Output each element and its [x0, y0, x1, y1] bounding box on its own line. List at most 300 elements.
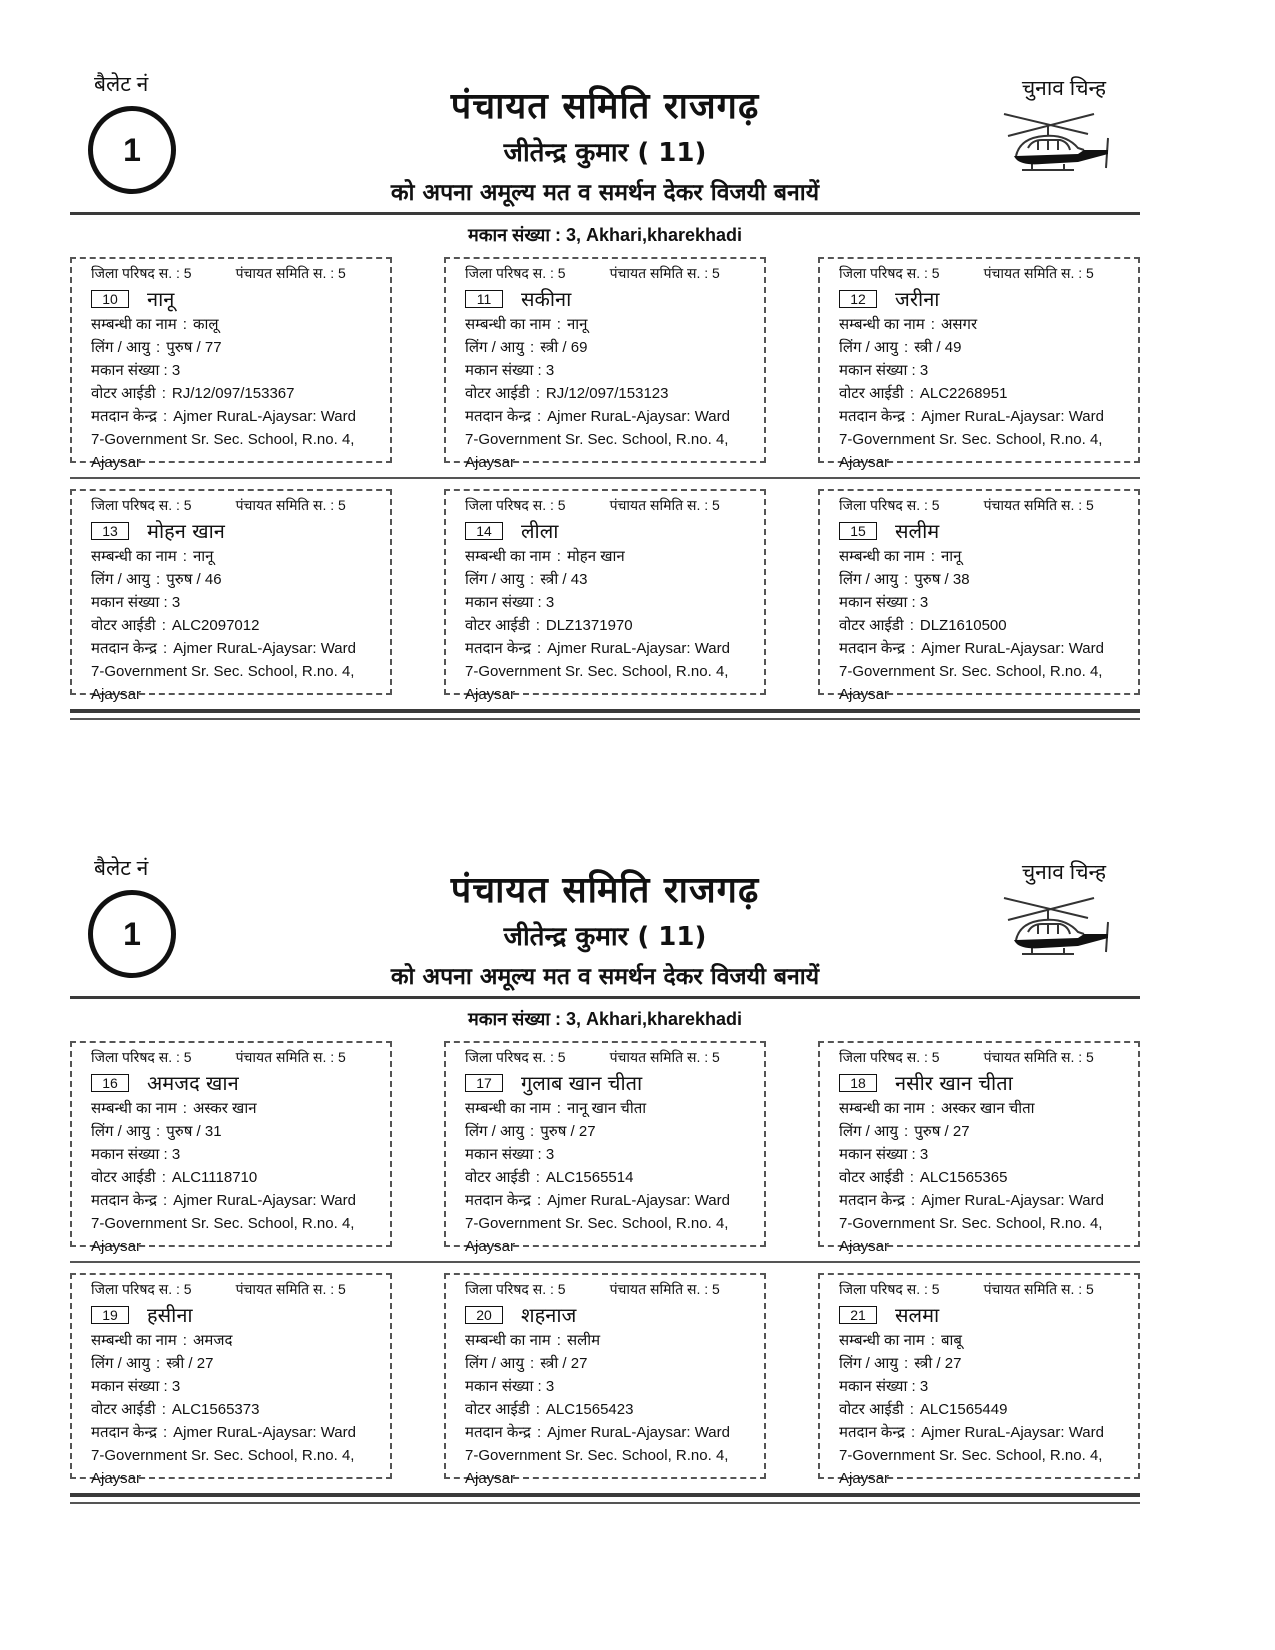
relative-name-row	[91, 313, 390, 336]
polling-booth-row	[839, 1189, 1138, 1212]
colon: :	[909, 617, 914, 634]
election-symbol-label: चुनाव चिन्ह	[1021, 861, 1106, 884]
voter-name-line	[465, 1069, 764, 1097]
relative-label: सम्बन्धी का नाम	[465, 1100, 551, 1117]
voter-name: सलमा	[895, 1302, 940, 1327]
house-number-row	[91, 591, 390, 614]
gender-age-label: लिंग / आयु	[91, 571, 151, 588]
serial-number-box: 19	[91, 1306, 129, 1324]
gender-age-label: लिंग / आयु	[91, 1123, 151, 1140]
panchayat-samiti-number: पंचायत समिति स. : 5	[983, 1049, 1094, 1065]
voter-name-line	[91, 285, 390, 313]
voter-id-label: वोटर आईडी	[839, 1401, 904, 1418]
voter-id-label: वोटर आईडी	[465, 385, 530, 402]
header-divider	[70, 996, 1140, 999]
voter-id-row	[465, 1398, 764, 1421]
voter-name-line	[91, 1301, 390, 1329]
sheet-footer-rules	[70, 1493, 1140, 1504]
booth-line-1: Ajmer RuraL-Ajaysar: Ward	[921, 640, 1104, 657]
house-value: : 3	[911, 362, 929, 379]
booth-line-1: Ajmer RuraL-Ajaysar: Ward	[173, 408, 356, 425]
header-divider	[70, 212, 1140, 215]
relative-name-row	[465, 1097, 764, 1120]
house-label: मकान संख्या	[839, 1146, 908, 1163]
house-value: : 3	[537, 1378, 555, 1395]
gender-age-value: स्त्री / 43	[540, 571, 588, 588]
house-address-line: मकान संख्या : 3, Akhari,kharekhadi	[467, 1009, 743, 1029]
booth-label: मतदान केन्द्र	[91, 640, 157, 657]
colon: :	[556, 548, 561, 565]
colon: :	[162, 1192, 168, 1209]
zila-parishad-number: जिला परिषद स. : 5	[91, 1049, 192, 1065]
gender-age-row	[91, 1120, 390, 1143]
colon: :	[161, 385, 166, 402]
voter-id-row	[465, 614, 764, 637]
ward-info	[465, 494, 764, 517]
relative-label: सम्बन्धी का नाम	[91, 1332, 177, 1349]
booth-line-3: Ajaysar	[839, 686, 890, 703]
house-value: : 3	[537, 1146, 555, 1163]
voter-id-value: ALC1565423	[545, 1401, 634, 1418]
panchayat-samiti-number: पंचायत समिति स. : 5	[609, 497, 720, 513]
colon: :	[156, 1123, 161, 1140]
polling-booth-row	[839, 405, 1138, 428]
house-label: मकान संख्या	[91, 594, 160, 611]
house-number-row	[465, 359, 764, 382]
colon: :	[182, 548, 187, 565]
voter-card	[818, 1041, 1140, 1255]
voter-name-line	[91, 517, 390, 545]
voter-name: शहनाज	[521, 1302, 577, 1327]
relative-name-row	[839, 313, 1138, 336]
footer-rule-thick	[70, 709, 1140, 713]
serial-number-box: 12	[839, 290, 877, 308]
serial-number-box: 20	[465, 1306, 503, 1324]
voter-name-line	[839, 1069, 1138, 1097]
booth-line-3: Ajaysar	[839, 1470, 890, 1487]
gender-age-value: पुरुष / 31	[166, 1123, 222, 1140]
serial-number-box: 14	[465, 522, 503, 540]
booth-line-3: Ajaysar	[465, 1238, 516, 1255]
zila-parishad-number: जिला परिषद स. : 5	[465, 1281, 566, 1297]
serial-number-box: 21	[839, 1306, 877, 1324]
house-number-row	[465, 591, 764, 614]
house-value: : 3	[537, 594, 555, 611]
colon: :	[530, 1123, 535, 1140]
colon: :	[930, 548, 935, 565]
voter-name-line	[465, 517, 764, 545]
booth-line-3: Ajaysar	[839, 1238, 890, 1255]
voter-card	[444, 1041, 766, 1255]
house-number-row	[839, 1143, 1138, 1166]
booth-line-3: Ajaysar	[91, 1238, 142, 1255]
ballot-label: बैलेट नं	[94, 857, 149, 880]
relative-label: सम्बन्धी का नाम	[839, 316, 925, 333]
colon: :	[556, 1100, 561, 1117]
ward-info	[465, 1278, 764, 1301]
colon: :	[156, 571, 161, 588]
booth-line-3: Ajaysar	[465, 454, 516, 471]
colon: :	[909, 1169, 914, 1186]
relative-label: सम्बन्धी का नाम	[91, 548, 177, 565]
booth-line-2: 7-Government Sr. Sec. School, R.no. 4,	[465, 1215, 729, 1232]
ward-info	[839, 1278, 1138, 1301]
gender-age-value: स्त्री / 27	[914, 1355, 962, 1372]
voter-name: नानू	[147, 286, 175, 311]
colon: :	[162, 408, 168, 425]
colon: :	[535, 1401, 540, 1418]
booth-label: मतदान केन्द्र	[839, 408, 905, 425]
gender-age-value: पुरुष / 38	[914, 571, 970, 588]
house-label: मकान संख्या	[91, 362, 160, 379]
voter-card-row	[70, 489, 1140, 703]
voter-name: मोहन खान	[147, 518, 225, 543]
booth-line-1: Ajmer RuraL-Ajaysar: Ward	[547, 408, 730, 425]
helicopter-icon	[998, 892, 1114, 958]
voter-name: सकीना	[521, 286, 572, 311]
voter-id-value: ALC2097012	[171, 617, 260, 634]
colon: :	[161, 617, 166, 634]
relative-value: नानू	[566, 316, 588, 333]
ward-info	[839, 494, 1138, 517]
gender-age-label: लिंग / आयु	[839, 1123, 899, 1140]
ballot-label: बैलेट नं	[94, 73, 149, 96]
election-symbol-label: चुनाव चिन्ह	[1021, 77, 1106, 100]
colon: :	[904, 339, 909, 356]
serial-number-box: 10	[91, 290, 129, 308]
serial-number-box: 15	[839, 522, 877, 540]
gender-age-row	[839, 568, 1138, 591]
panchayat-samiti-number: पंचायत समिति स. : 5	[983, 497, 1094, 513]
gender-age-row	[465, 568, 764, 591]
colon: :	[904, 1355, 909, 1372]
serial-number-box: 11	[465, 290, 503, 308]
gender-age-row	[465, 1352, 764, 1375]
house-label: मकान संख्या	[465, 362, 534, 379]
house-label: मकान संख्या	[839, 594, 908, 611]
ward-info	[465, 1046, 764, 1069]
voter-id-label: वोटर आईडी	[91, 1169, 156, 1186]
colon: :	[182, 316, 187, 333]
polling-booth-row	[839, 1421, 1138, 1444]
booth-line-2: 7-Government Sr. Sec. School, R.no. 4,	[465, 663, 729, 680]
relative-name-row	[465, 545, 764, 568]
booth-line-2: 7-Government Sr. Sec. School, R.no. 4,	[91, 431, 355, 448]
zila-parishad-number: जिला परिषद स. : 5	[839, 265, 940, 281]
relative-name-row	[839, 1329, 1138, 1352]
booth-line-3: Ajaysar	[91, 1470, 142, 1487]
ward-info	[91, 494, 390, 517]
booth-label: मतदान केन्द्र	[839, 640, 905, 657]
relative-value: मोहन खान	[566, 548, 625, 565]
booth-label: मतदान केन्द्र	[839, 1424, 905, 1441]
voter-id-row	[91, 382, 390, 405]
house-value: : 3	[537, 362, 555, 379]
house-label: मकान संख्या	[839, 362, 908, 379]
booth-line-2: 7-Government Sr. Sec. School, R.no. 4,	[465, 431, 729, 448]
voter-id-value: ALC2268951	[919, 385, 1008, 402]
colon: :	[556, 316, 561, 333]
house-number-row	[91, 1143, 390, 1166]
relative-value: असगर	[940, 316, 978, 333]
gender-age-label: लिंग / आयु	[91, 339, 151, 356]
gender-age-value: स्त्री / 27	[540, 1355, 588, 1372]
voter-id-value: ALC1565365	[919, 1169, 1008, 1186]
booth-line-3: Ajaysar	[91, 686, 142, 703]
gender-age-value: स्त्री / 49	[914, 339, 962, 356]
serial-number-box: 18	[839, 1074, 877, 1092]
colon: :	[535, 1169, 540, 1186]
relative-label: सम्बन्धी का नाम	[465, 548, 551, 565]
booth-line-3: Ajaysar	[839, 454, 890, 471]
zila-parishad-number: जिला परिषद स. : 5	[91, 1281, 192, 1297]
booth-line-3: Ajaysar	[91, 454, 142, 471]
booth-line-1: Ajmer RuraL-Ajaysar: Ward	[921, 408, 1104, 425]
relative-value: नानू खान चीता	[566, 1100, 647, 1117]
voter-id-row	[465, 1166, 764, 1189]
voter-id-label: वोटर आईडी	[465, 617, 530, 634]
zila-parishad-number: जिला परिषद स. : 5	[839, 1281, 940, 1297]
voter-name-line	[839, 285, 1138, 313]
relative-value: सलीम	[566, 1332, 601, 1349]
relative-value: अस्कर खान चीता	[940, 1100, 1035, 1117]
relative-name-row	[839, 1097, 1138, 1120]
colon: :	[161, 1169, 166, 1186]
row-divider	[70, 477, 1140, 479]
colon: :	[535, 617, 540, 634]
title-block	[70, 80, 1140, 207]
booth-label: मतदान केन्द्र	[839, 1192, 905, 1209]
gender-age-row	[91, 336, 390, 359]
voter-card-row	[70, 1041, 1140, 1255]
gender-age-row	[465, 336, 764, 359]
gender-age-row	[91, 568, 390, 591]
booth-line-3: Ajaysar	[465, 1470, 516, 1487]
colon: :	[536, 640, 542, 657]
house-number-row	[91, 1375, 390, 1398]
zila-parishad-number: जिला परिषद स. : 5	[839, 1049, 940, 1065]
ballot-number: 1	[123, 915, 141, 952]
ward-info	[465, 262, 764, 285]
voter-name: लीला	[521, 518, 559, 543]
colon: :	[156, 339, 161, 356]
appeal-text: को अपना अमूल्य मत व समर्थन देकर विजयी बनायें	[390, 180, 820, 206]
booth-line-1: Ajmer RuraL-Ajaysar: Ward	[173, 1424, 356, 1441]
booth-label: मतदान केन्द्र	[465, 1424, 531, 1441]
relative-value: बाबू	[940, 1332, 962, 1349]
colon: :	[162, 640, 168, 657]
gender-age-value: स्त्री / 27	[166, 1355, 214, 1372]
relative-name-row	[91, 545, 390, 568]
voter-id-value: DLZ1371970	[545, 617, 633, 634]
zila-parishad-number: जिला परिषद स. : 5	[465, 497, 566, 513]
zila-parishad-number: जिला परिषद स. : 5	[465, 265, 566, 281]
relative-label: सम्बन्धी का नाम	[465, 316, 551, 333]
voter-card	[70, 1041, 392, 1255]
zila-parishad-number: जिला परिषद स. : 5	[839, 497, 940, 513]
voter-name: नसीर खान चीता	[895, 1070, 1013, 1095]
colon: :	[156, 1355, 161, 1372]
polling-booth-row	[465, 1189, 764, 1212]
relative-name-row	[465, 1329, 764, 1352]
ballot-slip-sheet	[70, 66, 1140, 720]
booth-line-2: 7-Government Sr. Sec. School, R.no. 4,	[839, 663, 1103, 680]
polling-booth-row	[839, 637, 1138, 660]
gender-age-label: लिंग / आयु	[465, 1123, 525, 1140]
candidate-name: जीतेन्द्र कुमार ( 11)	[503, 138, 707, 168]
serial-number-box: 16	[91, 1074, 129, 1092]
voter-id-label: वोटर आईडी	[91, 1401, 156, 1418]
booth-line-2: 7-Government Sr. Sec. School, R.no. 4,	[91, 1447, 355, 1464]
polling-booth-row	[465, 405, 764, 428]
booth-line-2: 7-Government Sr. Sec. School, R.no. 4,	[465, 1447, 729, 1464]
footer-rule-thin	[70, 1502, 1140, 1504]
ward-info	[91, 1046, 390, 1069]
gender-age-label: लिंग / आयु	[91, 1355, 151, 1372]
voter-name-line	[839, 517, 1138, 545]
ward-info	[839, 262, 1138, 285]
gender-age-label: लिंग / आयु	[839, 571, 899, 588]
house-address-line: मकान संख्या : 3, Akhari,kharekhadi	[467, 225, 743, 245]
relative-value: नानू	[192, 548, 214, 565]
voter-name: हसीना	[147, 1302, 193, 1327]
voter-id-row	[91, 614, 390, 637]
voter-name-line	[465, 1301, 764, 1329]
relative-label: सम्बन्धी का नाम	[91, 1100, 177, 1117]
relative-label: सम्बन्धी का नाम	[91, 316, 177, 333]
gender-age-row	[465, 1120, 764, 1143]
colon: :	[910, 408, 916, 425]
house-number-row	[465, 1375, 764, 1398]
colon: :	[530, 571, 535, 588]
booth-line-1: Ajmer RuraL-Ajaysar: Ward	[921, 1424, 1104, 1441]
voter-id-row	[839, 614, 1138, 637]
panchayat-samiti-number: पंचायत समिति स. : 5	[609, 265, 720, 281]
house-value: : 3	[163, 1378, 181, 1395]
voter-id-label: वोटर आईडी	[91, 617, 156, 634]
polling-booth-row	[91, 637, 390, 660]
sheet-header	[70, 66, 1140, 212]
booth-label: मतदान केन्द्र	[465, 640, 531, 657]
booth-line-2: 7-Government Sr. Sec. School, R.no. 4,	[839, 1447, 1103, 1464]
gender-age-row	[839, 336, 1138, 359]
footer-rule-thick	[70, 1493, 1140, 1497]
gender-age-value: पुरुष / 77	[166, 339, 222, 356]
voter-id-label: वोटर आईडी	[465, 1169, 530, 1186]
serial-number-box: 17	[465, 1074, 503, 1092]
colon: :	[536, 1424, 542, 1441]
voter-id-row	[91, 1166, 390, 1189]
gender-age-label: लिंग / आयु	[465, 571, 525, 588]
helicopter-icon	[998, 108, 1114, 174]
gender-age-value: पुरुष / 27	[540, 1123, 596, 1140]
house-number-row	[839, 591, 1138, 614]
zila-parishad-number: जिला परिषद स. : 5	[465, 1049, 566, 1065]
house-value: : 3	[911, 1378, 929, 1395]
booth-line-3: Ajaysar	[465, 686, 516, 703]
panchayat-samiti-number: पंचायत समिति स. : 5	[609, 1281, 720, 1297]
booth-label: मतदान केन्द्र	[465, 408, 531, 425]
page-title: पंचायत समिति राजगढ़	[450, 86, 760, 127]
booth-line-1: Ajmer RuraL-Ajaysar: Ward	[173, 1192, 356, 1209]
ward-info	[91, 262, 390, 285]
house-value: : 3	[163, 594, 181, 611]
page-title: पंचायत समिति राजगढ़	[450, 870, 760, 911]
booth-line-1: Ajmer RuraL-Ajaysar: Ward	[921, 1192, 1104, 1209]
voter-name: सलीम	[895, 518, 940, 543]
panchayat-samiti-number: पंचायत समिति स. : 5	[235, 1049, 346, 1065]
title-block	[70, 864, 1140, 991]
house-number-row	[839, 359, 1138, 382]
gender-age-label: लिंग / आयु	[465, 1355, 525, 1372]
serial-number-box: 13	[91, 522, 129, 540]
colon: :	[910, 1424, 916, 1441]
relative-value: अमजद	[192, 1332, 233, 1349]
colon: :	[930, 316, 935, 333]
house-label: मकान संख्या	[465, 1378, 534, 1395]
house-value: : 3	[911, 1146, 929, 1163]
voter-id-value: ALC1565373	[171, 1401, 260, 1418]
panchayat-samiti-number: पंचायत समिति स. : 5	[235, 1281, 346, 1297]
house-value: : 3	[163, 1146, 181, 1163]
voter-id-label: वोटर आईडी	[91, 385, 156, 402]
voter-card	[818, 257, 1140, 471]
booth-label: मतदान केन्द्र	[91, 408, 157, 425]
booth-label: मतदान केन्द्र	[91, 1192, 157, 1209]
polling-booth-row	[91, 1421, 390, 1444]
colon: :	[910, 1192, 916, 1209]
gender-age-row	[839, 1120, 1138, 1143]
voter-id-label: वोटर आईडी	[839, 1169, 904, 1186]
voter-name: जरीना	[895, 286, 940, 311]
ballot-slip-sheet	[70, 850, 1140, 1504]
voter-name-line	[839, 1301, 1138, 1329]
colon: :	[182, 1332, 187, 1349]
house-number-row	[91, 359, 390, 382]
voter-name-line	[91, 1069, 390, 1097]
voter-name-line	[465, 285, 764, 313]
panchayat-samiti-number: पंचायत समिति स. : 5	[983, 265, 1094, 281]
appeal-text: को अपना अमूल्य मत व समर्थन देकर विजयी बनायें	[390, 964, 820, 990]
house-value: : 3	[911, 594, 929, 611]
ballot-number: 1	[123, 131, 141, 168]
booth-label: मतदान केन्द्र	[465, 1192, 531, 1209]
row-divider	[70, 1261, 1140, 1263]
relative-name-row	[839, 545, 1138, 568]
voter-id-label: वोटर आईडी	[465, 1401, 530, 1418]
voter-card	[70, 257, 392, 471]
house-number-row	[465, 1143, 764, 1166]
gender-age-label: लिंग / आयु	[839, 1355, 899, 1372]
panchayat-samiti-number: पंचायत समिति स. : 5	[983, 1281, 1094, 1297]
voter-card-row	[70, 1273, 1140, 1487]
panchayat-samiti-number: पंचायत समिति स. : 5	[609, 1049, 720, 1065]
voter-id-row	[839, 382, 1138, 405]
house-label: मकान संख्या	[839, 1378, 908, 1395]
house-label: मकान संख्या	[465, 1146, 534, 1163]
house-number-row	[839, 1375, 1138, 1398]
house-label: मकान संख्या	[465, 594, 534, 611]
voter-id-value: RJ/12/097/153123	[545, 385, 669, 402]
voter-id-value: ALC1565514	[545, 1169, 634, 1186]
voter-id-label: वोटर आईडी	[839, 385, 904, 402]
voter-id-value: ALC1565449	[919, 1401, 1008, 1418]
polling-booth-row	[91, 405, 390, 428]
relative-value: कालू	[192, 316, 219, 333]
zila-parishad-number: जिला परिषद स. : 5	[91, 497, 192, 513]
panchayat-samiti-number: पंचायत समिति स. : 5	[235, 265, 346, 281]
booth-label: मतदान केन्द्र	[91, 1424, 157, 1441]
